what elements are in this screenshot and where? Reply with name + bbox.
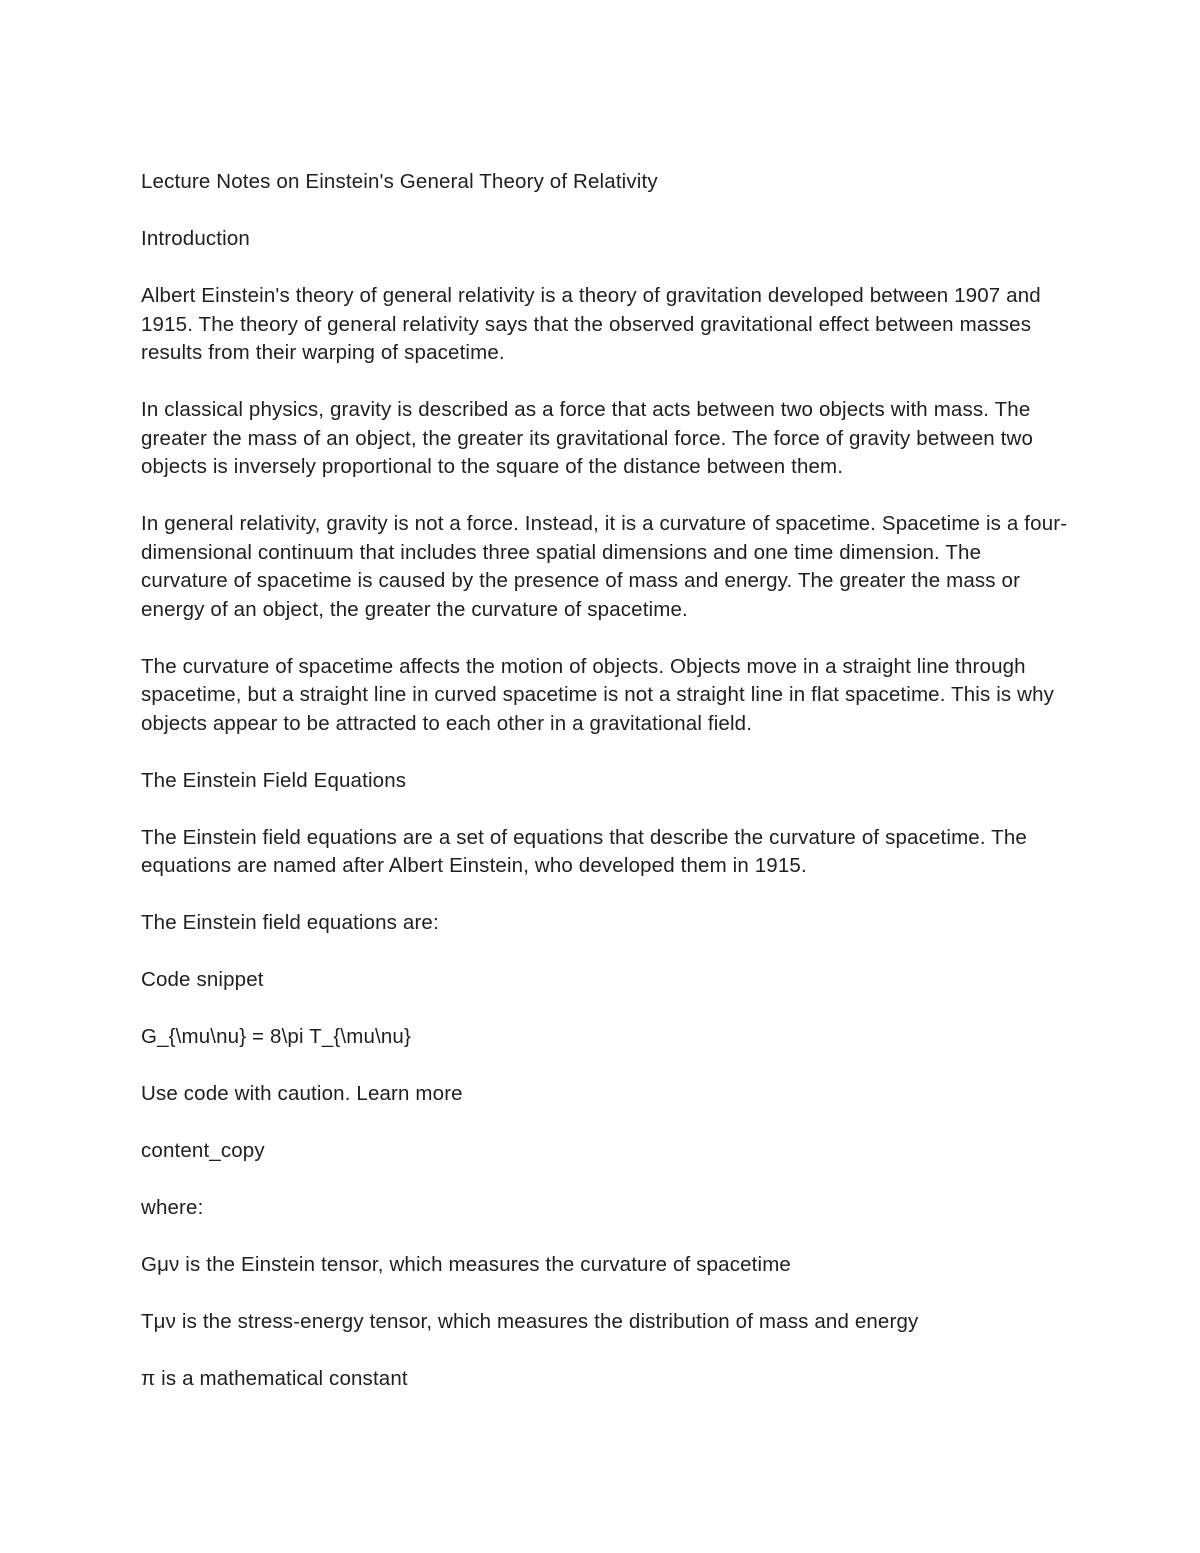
document-title: Lecture Notes on Einstein's General Theory of Relativity xyxy=(141,170,658,193)
caution-text: Use code with caution. Learn more xyxy=(141,1082,463,1105)
intro-paragraph: Albert Einstein's theory of general relativity is a theory of gravitation developed between 1907 and 1915. The theory of general relativity says that the observed gravitational effect between masses results from their warping of spacetime. xyxy=(141,284,1041,364)
field-equations-heading: The Einstein Field Equations xyxy=(141,768,407,792)
code-label: Code snippet xyxy=(141,968,264,991)
equations-intro: The Einstein field equations are: xyxy=(141,911,439,934)
copy-text: content_copy xyxy=(141,1139,265,1162)
definition-item: Tμν is the stress-energy tensor, which measures the distribution of mass and energy xyxy=(141,1310,919,1333)
definition-item: Gμν is the Einstein tensor, which measures the curvature of spacetime xyxy=(141,1253,791,1276)
field-equations-paragraph: The Einstein field equations are a set of equations that describe the curvature of spacetime. The equations are named after Albert Einstein, who developed them in 1915. xyxy=(141,825,1027,877)
intro-paragraph: The curvature of spacetime affects the motion of objects. Objects move in a straight line through spacetime, but a straight line in curved spacetime is not a straight line in flat spacetime. This is why objects appear to be attracted to each other in a gravitational field. xyxy=(141,654,1055,735)
definition-item: π is a mathematical constant xyxy=(141,1367,408,1390)
intro-heading: Introduction xyxy=(141,227,250,250)
intro-paragraph: In classical physics, gravity is described as a force that acts between two objects with mass. The greater the mass of an object, the greater its gravitational force. The force of gravity between two objects is inversely proportional to the square of the distance between them. xyxy=(141,398,1034,478)
where-text: where: xyxy=(141,1196,204,1219)
code-line: G_{\mu\nu} = 8\pi T_{\mu\nu} xyxy=(141,1025,411,1048)
document-body xyxy=(141,168,1071,1394)
intro-paragraph: In general relativity, gravity is not a force. Instead, it is a curvature of spacetime. Spacetime is a four-dimensional continuum that includes three spatial dimensions and one time dimension. The curvature of spacetime is caused by the presence of mass and energy. The greater the mass or energy of an object, the greater the curvature of spacetime. xyxy=(141,512,1068,621)
